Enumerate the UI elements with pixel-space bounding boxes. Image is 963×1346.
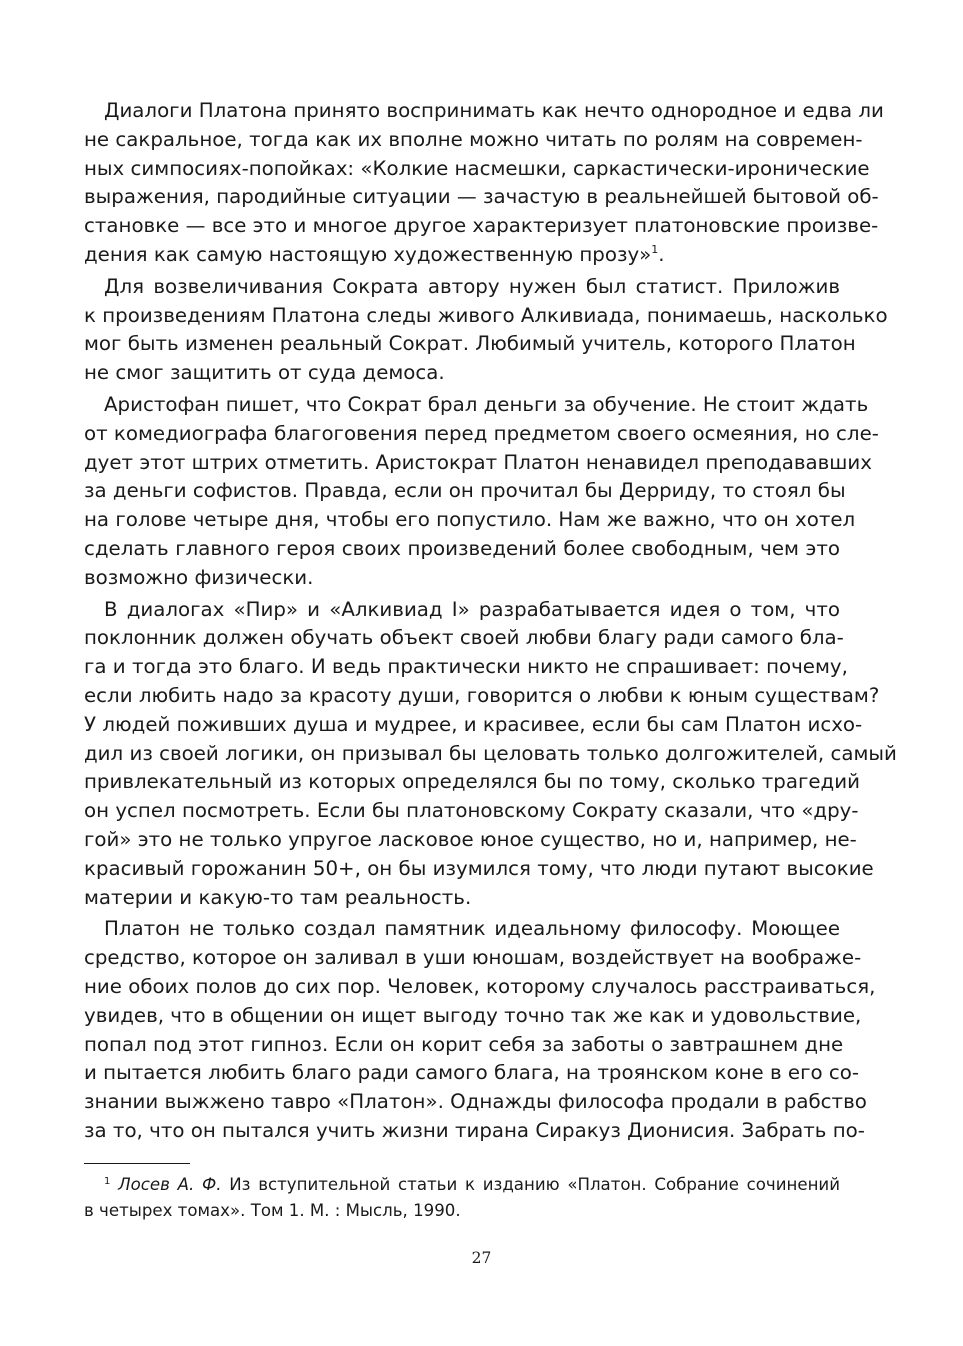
footnote-divider — [84, 1163, 190, 1164]
text-line: гой» это не только упругое ласковое юное существо, но и, например, не- — [84, 827, 857, 851]
text-line: ных симпосиях-попойках: «Колкие насмешки, саркастически-иронические — [84, 156, 870, 180]
paragraph-2 — [84, 273, 888, 388]
footnote-line — [84, 1172, 840, 1198]
text-line: выражения, пародийные ситуации — зачастую в реальнейшей бытовой об- — [84, 185, 879, 209]
text-line: привлекательный из которых определялся бы по тому, сколько трагедий — [84, 770, 860, 794]
footnote-line: в четырех томах». Том 1. М. : Мысль, 1990. — [84, 1200, 461, 1220]
footnote — [84, 1172, 840, 1223]
paragraph-5 — [84, 915, 876, 1145]
text-line: ние обоих полов до сих пор. Человек, которому случалось расстраиваться, — [84, 974, 876, 998]
text-line: он успел посмотреть. Если бы платоновскому Сократу сказали, что «дру- — [84, 799, 859, 823]
paragraph-3 — [84, 391, 879, 593]
text-line: становке — все это и многое другое характеризует платоновские произве- — [84, 214, 879, 238]
text-line: за деньги софистов. Правда, если он прочитал бы Дерриду, то стоял бы — [84, 479, 846, 503]
text-line: средство, которое он заливал в уши юношам, воздействует на воображе- — [84, 946, 862, 970]
text-line: поклонник должен обучать объект своей любви благу ради самого бла- — [84, 626, 844, 650]
text-line: га и тогда это благо. И ведь практически никто не спрашивает: почему, — [84, 655, 848, 679]
text-line — [84, 241, 840, 270]
text-line: не смог защитить от суда демоса. — [84, 361, 445, 385]
text-line: сделать главного героя своих произведений более свободным, чем это — [84, 536, 840, 560]
text-line: материи и какую-то там реальность. — [84, 885, 472, 909]
text-line: от комедиографа благоговения перед предметом своего осмеяния, но сле- — [84, 421, 879, 445]
text-line: мог быть изменен реальный Сократ. Любимый учитель, которого Платон — [84, 332, 856, 356]
text-line-content: дения как самую настоящую художественную прозу» — [84, 242, 652, 266]
text-line: Для возвеличивания Сократа автору нужен был статист. Приложив — [104, 274, 840, 298]
text-line: У людей поживших душа и мудрее, и красивее, если бы сам Платон исхо- — [84, 712, 863, 736]
paragraph-1 — [84, 97, 884, 270]
footnote-text: Из вступительной статьи к изданию «Платон. Собрание сочинений — [221, 1175, 840, 1194]
text-line: знании выжжено тавро «Платон». Однажды философа продали в рабство — [84, 1090, 867, 1114]
text-line: дует этот штрих отметить. Аристократ Платон ненавидел преподававших — [84, 450, 872, 474]
text-line: на голове четыре дня, чтобы его попустило. Нам же важно, что он хотел — [84, 508, 856, 532]
footnote-mark: 1 — [104, 1176, 111, 1187]
text-line: Диалоги Платона принято воспринимать как нечто однородное и едва ли — [104, 99, 884, 122]
text-line: увидев, что в общении он ищет выгоду точно так же как и удовольствие, — [84, 1003, 862, 1027]
page-number: 27 — [471, 1249, 492, 1267]
text-line: и пытается любить благо ради самого блага, на троянском коне в его со- — [84, 1061, 859, 1085]
sentence-end: . — [658, 242, 665, 266]
text-line: попал под этот гипноз. Если он корит себя за заботы о завтрашнем дне — [84, 1032, 844, 1056]
text-line: дил из своей логики, он призывал бы целовать только долгожителей, самый — [84, 741, 897, 765]
text-line: если любить надо за красоту души, говорится о любви к юным существам? — [84, 683, 880, 707]
text-line: не сакральное, тогда как их вполне можно читать по ролям на современ- — [84, 127, 863, 151]
paragraph-4 — [84, 596, 897, 913]
text-line: к произведениям Платона следы живого Алкивиада, понимаешь, насколько — [84, 303, 888, 327]
text-line: Платон не только создал памятник идеальному философу. Моющее — [104, 917, 840, 941]
main-text — [84, 97, 897, 1149]
footnote-author: Лосев А. Ф. — [118, 1175, 222, 1194]
text-line: за то, что он пытался учить жизни тирана Сиракуз Дионисия. Забрать по- — [84, 1118, 865, 1142]
footnote-reference[interactable]: 1 — [651, 242, 659, 256]
text-line: Аристофан пишет, что Сократ брал деньги за обучение. Не стоит ждать — [104, 392, 869, 416]
text-line: красивый горожанин 50+, он бы изумился тому, что люди путают высокие — [84, 856, 874, 880]
text-line: возможно физически. — [84, 565, 314, 589]
text-line: В диалогах «Пир» и «Алкивиад I» разрабатывается идея о том, что — [104, 597, 840, 621]
